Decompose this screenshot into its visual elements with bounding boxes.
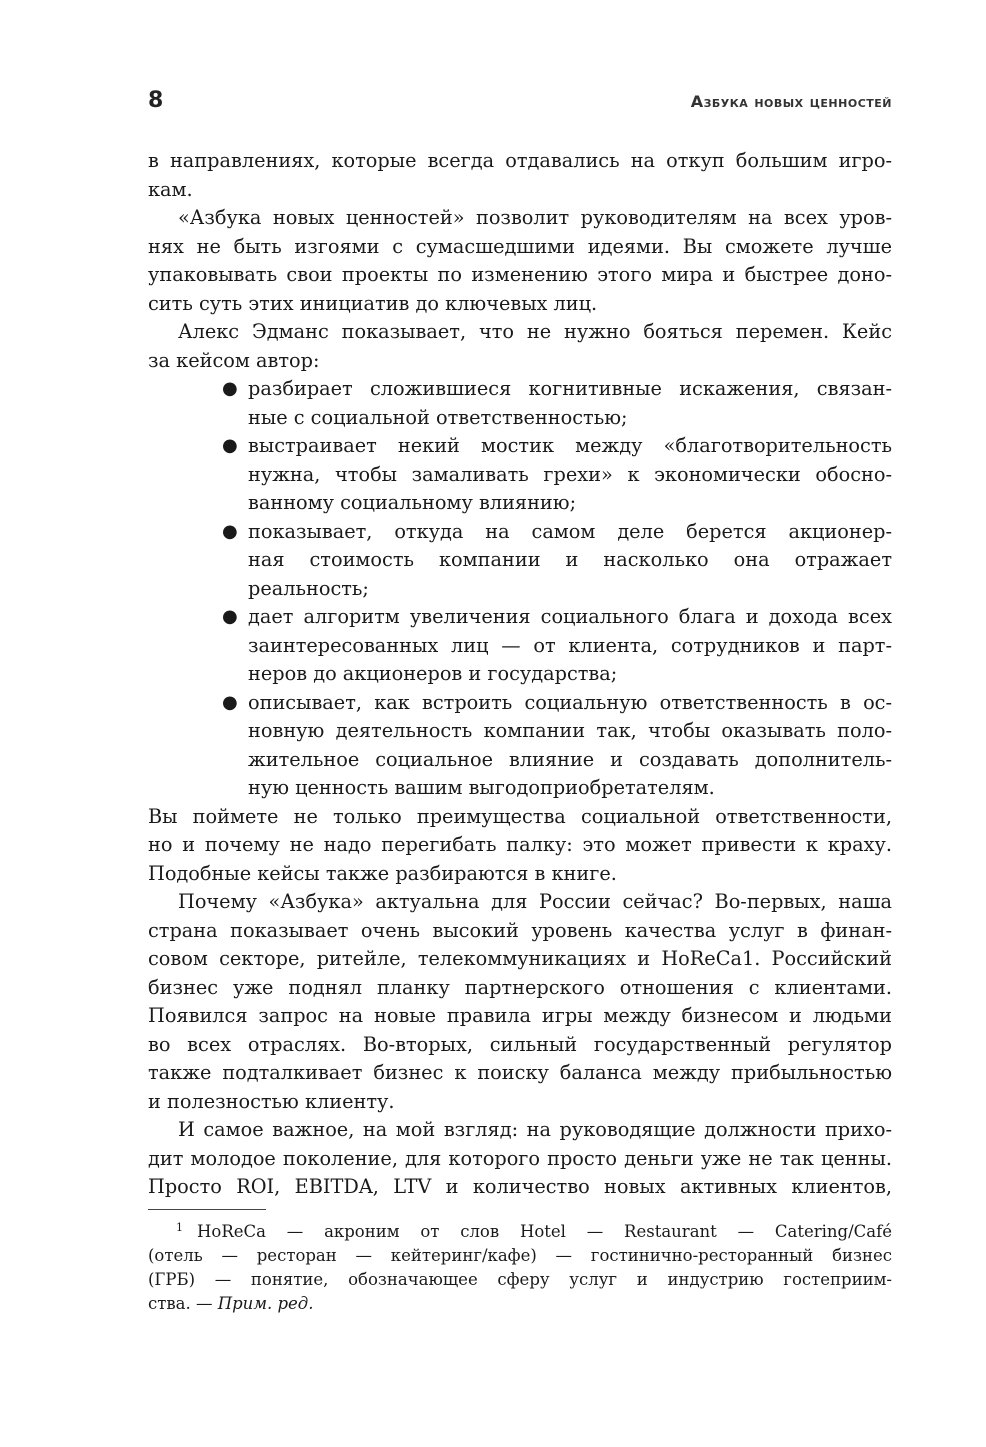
paragraph [148,803,892,889]
text-line: во всех отраслях. Во-вторых, сильный государственный регулятор [148,1032,892,1056]
footnote-marker: 1 [176,1220,183,1234]
paragraph [148,147,892,204]
paragraph [148,1116,892,1202]
text-line: неров до акционеров и государства; [248,662,618,685]
text-line: выстраивает некий мостик между «благотворительность [248,434,892,457]
text-line: но и почему не надо перегибать палку: это может привести к краху. [148,833,892,856]
list-item [148,603,892,689]
list-item [148,432,892,518]
text-line: кам. [148,177,193,201]
paragraph [148,204,892,318]
text-line: бизнес уже поднял планку партнерского отношения с клиентами. [148,975,892,999]
text-line: нужна, чтобы замаливать грехи» к экономически обосно- [248,462,892,486]
list-item [148,375,892,432]
list-item [148,518,892,604]
footnote-text: ства. — [148,1294,218,1313]
text-line: дит молодое поколение, для которого просто деньги уже не так ценны. [148,1146,892,1170]
page-header [148,88,892,128]
text-line: страна показывает очень высокий уровень качества услуг в финан- [148,918,892,942]
list-item [148,689,892,803]
paragraph [148,888,892,1116]
text-line: ную ценность вашим выгодоприобретателям. [248,776,715,799]
text-line: Вы поймете не только преимущества социальной ответственности, [148,804,892,828]
text-line: ная стоимость компании и насколько она отражает [248,548,892,571]
text-line: сить суть этих инициатив до ключевых лиц. [148,291,598,315]
text-line: Подобные кейсы также разбираются в книге. [148,861,617,885]
text-line: описывает, как встроить социальную ответственность в ос- [248,690,892,714]
bullet-icon: ● [222,691,238,713]
text-line: нях не быть изгоями с сумасшедшими идеями. Вы сможете лучше [148,234,892,258]
text-line: и полезностью клиенту. [148,1089,395,1113]
footnote [148,1220,892,1316]
text-line: новную деятельность компании так, чтобы оказывать поло- [248,719,892,742]
text-line: жительное социальное влияние и создавать дополнитель- [248,747,892,771]
footnote-line: (отель — ресторан — кейтеринг/кафе) — гостинично-ресторанный бизнес [148,1246,892,1265]
bullet-icon: ● [222,378,238,399]
text-line: за кейсом автор: [148,348,320,372]
footnote-text: HoReCa — акроним от слов Hotel — Restaurant — Catering/Café [197,1222,892,1241]
bullet-icon: ● [222,520,238,542]
text-line: заинтересованных лиц — от клиента, сотрудников и парт- [248,633,892,657]
bullet-icon: ● [222,606,238,627]
text-line: реальность; [248,576,369,600]
bullet-list [148,375,892,803]
text-line: Просто ROI, EBITDA, LTV и количество новых активных клиентов, [148,1175,892,1198]
text-line: «Азбука новых ценностей» позволит руководителям на всех уров- [178,206,892,229]
text-line: также подталкивает бизнес к поиску баланса между прибыльностью [148,1061,892,1084]
body-text [148,147,892,1202]
text-line: совом секторе, ритейле, телекоммуникациях и HoReCa1. Российский [148,947,892,970]
text-line: И самое важное, на мой взгляд: на руководящие должности прихо- [178,1118,892,1141]
text-line: ные с социальной ответственностью; [248,405,628,429]
footnote-line [148,1292,892,1316]
text-line: ванному социальному влиянию; [248,491,577,514]
text-line: дает алгоритм увеличения социального блага и дохода всех [248,605,892,628]
bullet-icon: ● [222,435,238,456]
footnote-divider [148,1209,266,1210]
text-line: в направлениях, которые всегда отдавались на откуп большим игро- [148,149,892,172]
paragraph [148,318,892,375]
editor-note: Прим. ред. [217,1294,314,1313]
footnote-line: (ГРБ) — понятие, обозначающее сферу услуг и индустрию гостеприим- [148,1270,892,1289]
page-number: 8 [148,88,164,113]
text-line: Почему «Азбука» актуальна для России сейчас? Во-первых, наша [178,890,892,913]
text-line: разбирает сложившиеся когнитивные искажения, связан- [248,377,892,400]
running-head: Азбука новых ценностей [690,92,892,111]
text-line: показывает, откуда на самом деле берется акционер- [248,519,892,543]
text-line: Алекс Эдманс показывает, что не нужно бояться перемен. Кейс [178,320,892,343]
text-line: Появился запрос на новые правила игры между бизнесом и людьми [148,1004,892,1027]
text-line: упаковывать свои проекты по изменению этого мира и быстрее доно- [148,263,892,286]
footnote-line [148,1220,892,1244]
